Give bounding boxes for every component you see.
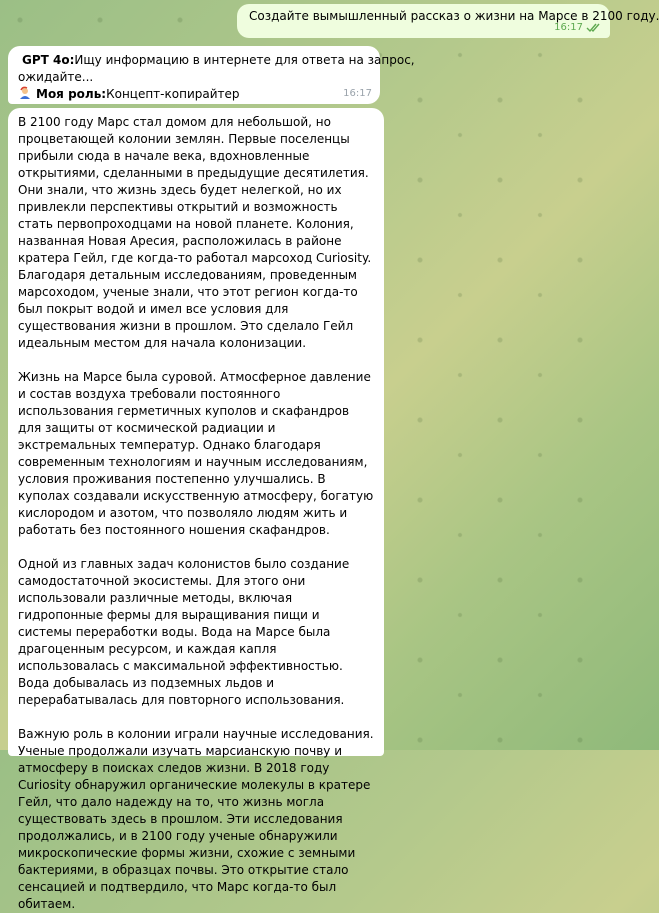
artist-icon [18, 86, 32, 100]
story-message[interactable] [8, 108, 384, 911]
outgoing-message-text: Создайте вымышленный рассказ о жизни на Марсе в 2100 году. [249, 9, 659, 23]
story-paragraph: В 2100 году Марс стал домом для небольшой, но процветающей колонии землян. Первые поселенцы прибыли сюда в начале века, вдохновленные открытиями, сделанными в предыдущие десятилетия. Они знали, что жизнь здесь будет нелегкой, но их привлекли перспективы открытий и возможность стать первопроходцами на новой планете. Колония, названная Новая Аресия, расположилась в районе кратера Гейл, где когда-то работал марсоход Curiosity. Благодаря детальным исследованиям, проведенным марсоходом, ученые знали, что этот регион когда-то был покрыт водой и имел все условия для существования жизни в прошлом. Это сделало Гейл идеальным местом для начала колонизации. [18, 115, 372, 350]
role-label: Моя роль: [36, 87, 107, 101]
double-check-icon [586, 23, 602, 33]
model-name: GPT 4o: [22, 53, 75, 67]
story-paragraph: Одной из главных задач колонистов было создание самодостаточной экосистемы. Для этого они использовали различные методы, включая гидропонные фермы для выращивания пищи и системы переработки воды. Вода на Марсе была драгоценным ресурсом, и каждая капля использовалась с максимальной эффективностью. Вода добывалась из подземных льдов и перерабатывалась для повторного использования. [18, 557, 350, 707]
outgoing-message[interactable] [237, 4, 659, 38]
role-value: Концепт-копирайтер [106, 87, 240, 101]
status-line-3 [18, 86, 370, 103]
status-line-2: ожидайте... [18, 70, 94, 84]
message-time: 16:17 [343, 88, 372, 99]
message-meta [554, 19, 602, 36]
status-line-1 [18, 52, 415, 69]
message-time: 16:17 [554, 22, 583, 33]
status-text: Ищу информацию в интернете для ответа на запрос, [74, 53, 415, 67]
story-paragraph: Жизнь на Марсе была суровой. Атмосферное давление и состав воздуха требовали постоянного использования герметичных куполов и скафандров для защиты от космической радиации и экстремальных температур. Однако благодаря современным технологиям и научным исследованиям, условия проживания постепенно улучшались. В куполах создавали искусственную атмосферу, богатую кислородом и азотом, что позволяло людям жить и работать без постоянного ношения скафандров. [18, 370, 374, 537]
status-message[interactable] [8, 46, 415, 104]
story-paragraph: Важную роль в колонии играли научные исследования. Ученые продолжали изучать марсианскую почву и атмосферу в поисках следов жизни. В 2018 году Curiosity обнаружил органические молекулы в кратере Гейл, что дало надежду на то, что жизнь могла существовать здесь в прошлом. Эти исследования продолжались, и в 2100 году ученые обнаружили микроскопические формы жизни, схожие с земными бактериями, в образцах почвы. Это открытие стало сенсацией и подтвердило, что Марс когда-то был обитаем. [18, 727, 374, 911]
